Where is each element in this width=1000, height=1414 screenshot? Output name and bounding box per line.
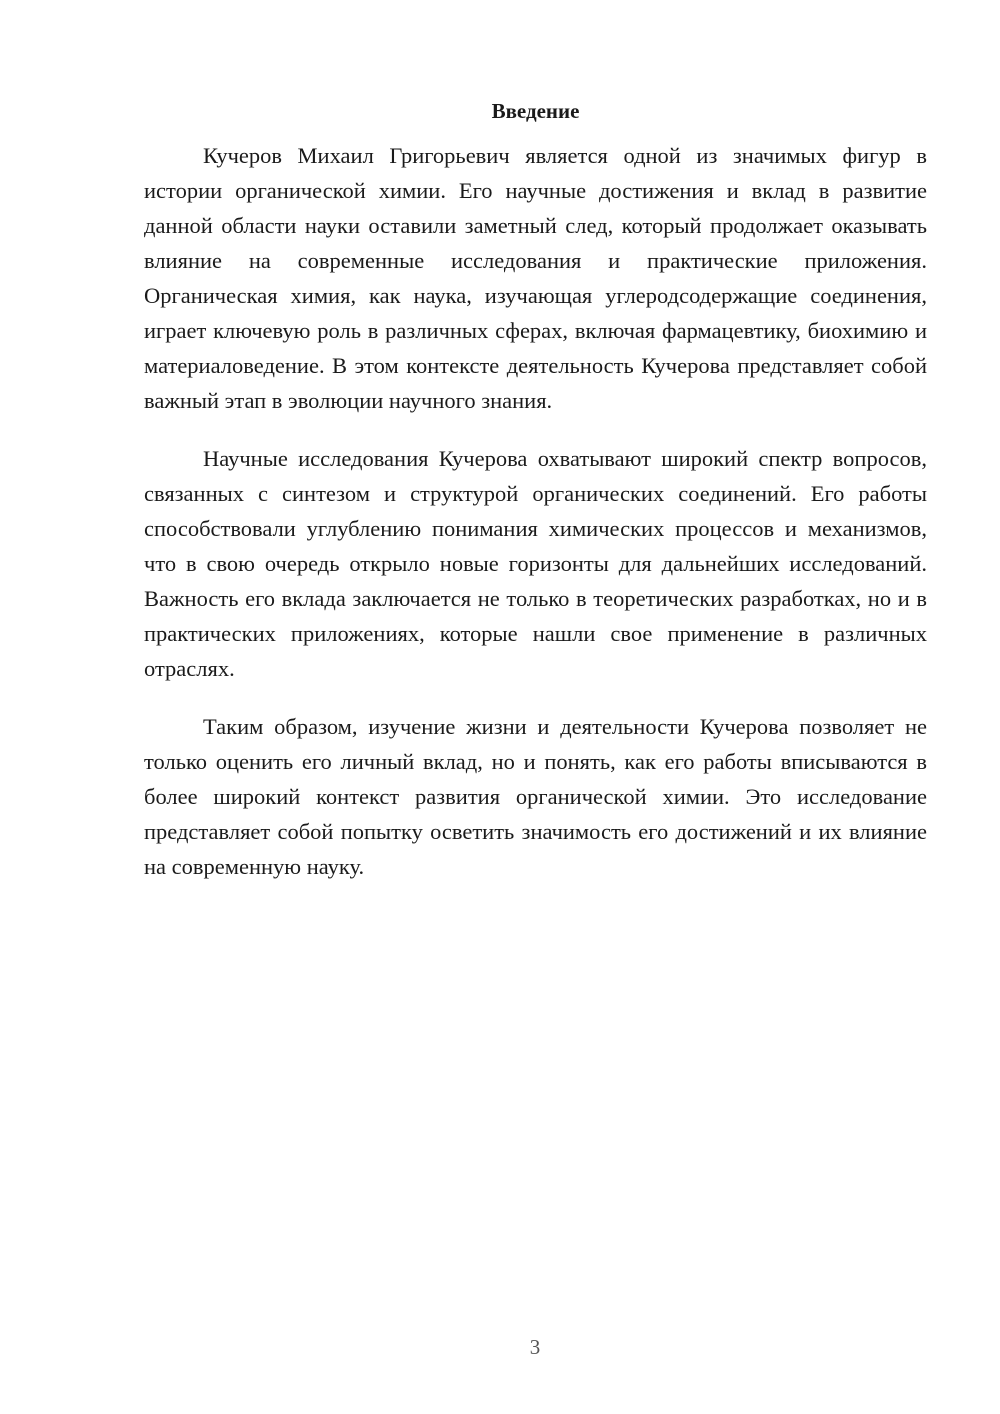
section-title: Введение [491,99,580,123]
page-content [144,96,927,907]
paragraph-1: Кучеров Михаил Григорьевич является одной из значимых фигур в истории органической химии. Его научные достижения и вклад в развитие данной области науки оставили заметный след, который продолжает оказывать влияние на современные исследования и практические приложения. Органическая химия, как наука, изучающая углеродсодержащие соединения, играет ключевую роль в различных сферах, включая фармацевтику, биохимию и материаловедение. В этом контексте деятельность Кучерова представляет собой важный этап в эволюции научного знания. [144,143,927,413]
paragraph-2: Научные исследования Кучерова охватывают широкий спектр вопросов, связанных с синтезом и структурой органических соединений. Его работы способствовали углублению понимания химических процессов и механизмов, что в свою очередь открыло новые горизонты для дальнейших исследований. Важность его вклада заключается не только в теоретических разработках, но и в практических приложениях, которые нашли свое применение в различных отраслях. [144,446,927,681]
paragraph-3: Таким образом, изучение жизни и деятельности Кучерова позволяет не только оценить его личный вклад, но и понять, как его работы вписываются в более широкий контекст развития органической химии. Это исследование представляет собой попытку осветить значимость его достижений и их влияние на современную науку. [144,714,927,879]
page-number: 3 [529,1335,541,1359]
